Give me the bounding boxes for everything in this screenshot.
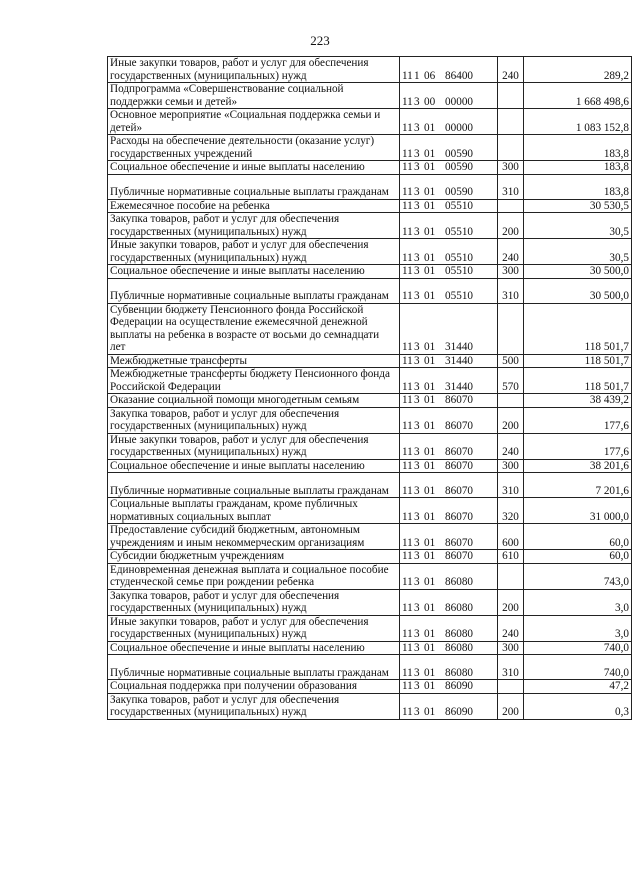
table-row	[108, 213, 632, 239]
table-row	[108, 641, 632, 655]
program-code: 11	[402, 420, 413, 432]
expense-type-code: 300	[498, 459, 524, 473]
expense-name-cell	[108, 83, 400, 109]
program-code: 11	[402, 225, 413, 238]
expense-name-cell	[108, 265, 400, 279]
expense-name: Иные закупки товаров, работ и услуг для обеспечения государственных (муниципальных) нужд	[110, 433, 369, 458]
expense-name: Закупка товаров, работ и услуг для обеспечения государственных (муниципальных) нужд	[110, 693, 340, 718]
subprogram-code: 3	[414, 459, 420, 472]
budget-code-cell	[400, 368, 498, 394]
direction-code: 31440	[445, 380, 473, 393]
amount: 30,5	[524, 239, 632, 265]
expense-type-code: 300	[498, 265, 524, 279]
budget-code-cell	[400, 57, 498, 83]
table-row	[108, 57, 632, 83]
page-number: 223	[310, 33, 330, 48]
budget-code-cell	[400, 109, 498, 135]
program-code: 11	[402, 341, 413, 353]
amount: 183,8	[524, 174, 632, 199]
budget-code-cell	[400, 354, 498, 368]
direction-code: 86070	[445, 536, 473, 549]
expense-name: Закупка товаров, работ и услуг для обеспечения государственных (муниципальных) нужд	[110, 589, 340, 614]
expense-name-cell	[108, 550, 400, 564]
budget-code-cell	[400, 655, 498, 680]
program-code: 11	[402, 446, 413, 458]
amount: 3,0	[524, 589, 632, 615]
budget-table	[107, 56, 632, 720]
subprogram-code: 3	[414, 186, 420, 198]
subprogram-code: 1	[414, 69, 420, 82]
subprogram-code: 3	[414, 95, 420, 108]
program-code: 11	[402, 95, 413, 108]
activity-code: 01	[424, 380, 436, 393]
program-code: 11	[402, 199, 413, 212]
table-row	[108, 680, 632, 694]
amount: 118 501,7	[524, 368, 632, 394]
activity-code: 01	[424, 265, 436, 277]
amount: 177,6	[524, 433, 632, 459]
expense-name: Подпрограмма «Совершенствование социальной поддержки семьи и детей»	[110, 83, 344, 108]
table-row	[108, 354, 632, 368]
table-row	[108, 563, 632, 589]
direction-code: 05510	[445, 290, 473, 302]
budget-code-cell	[400, 213, 498, 239]
budget-code-cell	[400, 265, 498, 279]
expense-name: Основное мероприятие «Социальная поддержка семьи и детей»	[110, 109, 381, 134]
subprogram-code: 3	[414, 380, 420, 393]
subprogram-code: 3	[414, 394, 420, 406]
expense-name: Публичные нормативные социальные выплаты гражданам	[110, 290, 389, 302]
activity-code: 01	[424, 354, 436, 367]
activity-code: 01	[424, 161, 436, 173]
subprogram-code: 3	[414, 576, 420, 588]
amount: 1 083 152,8	[524, 109, 632, 135]
expense-type-code	[498, 135, 524, 161]
amount: 31 000,0	[524, 498, 632, 524]
table-row	[108, 589, 632, 615]
direction-code: 86070	[445, 510, 473, 523]
expense-type-code: 300	[498, 161, 524, 175]
direction-code: 00590	[445, 161, 473, 173]
activity-code: 01	[424, 147, 436, 160]
amount: 38 439,2	[524, 394, 632, 408]
expense-name: Оказание социальной помощи многодетным семьям	[110, 394, 360, 406]
expense-type-code: 240	[498, 57, 524, 83]
amount: 60,0	[524, 550, 632, 564]
direction-code: 86080	[445, 628, 473, 640]
budget-code-cell	[400, 303, 498, 354]
expense-type-code: 240	[498, 239, 524, 265]
table-row	[108, 109, 632, 135]
program-code: 11	[402, 602, 413, 614]
expense-name-cell	[108, 161, 400, 175]
budget-code-cell	[400, 433, 498, 459]
budget-table-body	[108, 57, 632, 720]
direction-code: 86400	[445, 69, 473, 82]
budget-code-cell	[400, 680, 498, 694]
table-row	[108, 433, 632, 459]
budget-code-cell	[400, 693, 498, 719]
budget-code-cell	[400, 199, 498, 213]
program-code: 11	[402, 121, 413, 134]
expense-name-cell	[108, 135, 400, 161]
activity-code: 01	[424, 641, 436, 654]
expense-name-cell	[108, 524, 400, 550]
subprogram-code: 3	[414, 510, 420, 523]
table-row	[108, 407, 632, 433]
expense-type-code	[498, 199, 524, 213]
activity-code: 01	[424, 251, 436, 264]
expense-name: Субсидии бюджетным учреждениям	[110, 550, 285, 562]
expense-name: Предоставление субсидий бюджетным, автономным учреждениям и иным некоммерческим организациям	[110, 524, 365, 549]
expense-type-code	[498, 394, 524, 408]
expense-name: Социальное обеспечение и иные выплаты населению	[110, 265, 365, 277]
budget-code-cell	[400, 641, 498, 655]
budget-code-cell	[400, 394, 498, 408]
subprogram-code: 3	[414, 225, 420, 238]
subprogram-code: 3	[414, 706, 420, 718]
program-code: 11	[402, 550, 413, 562]
budget-code-cell	[400, 278, 498, 303]
expense-name-cell	[108, 433, 400, 459]
subprogram-code: 3	[414, 602, 420, 614]
program-code: 11	[402, 680, 413, 692]
expense-name: Публичные нормативные социальные выплаты гражданам	[110, 666, 389, 679]
direction-code: 00000	[445, 121, 473, 134]
expense-name-cell	[108, 407, 400, 433]
amount: 177,6	[524, 407, 632, 433]
subprogram-code: 3	[414, 536, 420, 549]
table-row	[108, 83, 632, 109]
expense-name: Социальные выплаты гражданам, кроме публичных нормативных социальных выплат	[110, 498, 358, 523]
activity-code: 01	[424, 394, 436, 406]
expense-type-code: 240	[498, 615, 524, 641]
budget-code-cell	[400, 239, 498, 265]
direction-code: 00000	[445, 95, 473, 108]
table-row	[108, 473, 632, 498]
expense-name-cell	[108, 498, 400, 524]
direction-code: 86080	[445, 641, 473, 654]
expense-type-code: 310	[498, 473, 524, 498]
amount: 289,2	[524, 57, 632, 83]
direction-code: 86070	[445, 446, 473, 458]
direction-code: 86080	[445, 576, 473, 588]
expense-name-cell	[108, 354, 400, 368]
activity-code: 01	[424, 199, 436, 212]
budget-code-cell	[400, 589, 498, 615]
table-row	[108, 550, 632, 564]
program-code: 11	[402, 290, 413, 302]
activity-code: 01	[424, 121, 436, 134]
amount: 30 500,0	[524, 265, 632, 279]
budget-code-cell	[400, 524, 498, 550]
direction-code: 86070	[445, 550, 473, 562]
activity-code: 01	[424, 550, 436, 562]
expense-name-cell	[108, 109, 400, 135]
expense-name: Публичные нормативные социальные выплаты гражданам	[110, 186, 389, 198]
subprogram-code: 3	[414, 199, 420, 212]
table-row	[108, 199, 632, 213]
subprogram-code: 3	[414, 290, 420, 302]
amount: 30,5	[524, 213, 632, 239]
budget-code-cell	[400, 174, 498, 199]
expense-name: Иные закупки товаров, работ и услуг для обеспечения государственных (муниципальных) нужд	[110, 57, 369, 82]
expense-name: Межбюджетные трансферты бюджету Пенсионного фонда Российской Федерации	[110, 368, 390, 393]
subprogram-code: 3	[414, 550, 420, 562]
expense-name: Расходы на обеспечение деятельности (оказание услуг) государственных учреждений	[110, 135, 375, 160]
activity-code: 01	[424, 484, 436, 497]
expense-type-code	[498, 83, 524, 109]
expense-name: Ежемесячное пособие на ребенка	[110, 199, 270, 212]
expense-name-cell	[108, 394, 400, 408]
expense-name: Публичные нормативные социальные выплаты гражданам	[110, 484, 389, 497]
table-row	[108, 693, 632, 719]
expense-name: Социальное обеспечение и иные выплаты населению	[110, 161, 365, 173]
table-row	[108, 239, 632, 265]
program-code: 11	[402, 510, 413, 523]
subprogram-code: 3	[414, 121, 420, 134]
expense-name-cell	[108, 239, 400, 265]
direction-code: 00590	[445, 186, 473, 198]
amount: 38 201,6	[524, 459, 632, 473]
budget-code-cell	[400, 161, 498, 175]
activity-code: 01	[424, 225, 436, 238]
direction-code: 05510	[445, 225, 473, 238]
expense-type-code: 570	[498, 368, 524, 394]
activity-code: 01	[424, 536, 436, 549]
amount: 183,8	[524, 161, 632, 175]
activity-code: 01	[424, 420, 436, 432]
activity-code: 01	[424, 510, 436, 523]
expense-type-code	[498, 109, 524, 135]
amount: 743,0	[524, 563, 632, 589]
expense-name: Межбюджетные трансферты	[110, 354, 247, 367]
expense-name-cell	[108, 693, 400, 719]
activity-code: 01	[424, 459, 436, 472]
subprogram-code: 3	[414, 446, 420, 458]
subprogram-code: 3	[414, 420, 420, 432]
subprogram-code: 3	[414, 641, 420, 654]
amount: 183,8	[524, 135, 632, 161]
expense-type-code: 200	[498, 407, 524, 433]
expense-type-code: 600	[498, 524, 524, 550]
program-code: 11	[402, 265, 413, 277]
program-code: 11	[402, 380, 413, 393]
direction-code: 86070	[445, 484, 473, 497]
program-code: 11	[402, 147, 413, 160]
expense-type-code	[498, 563, 524, 589]
expense-name-cell	[108, 368, 400, 394]
expense-name: Закупка товаров, работ и услуг для обеспечения государственных (муниципальных) нужд	[110, 407, 340, 432]
table-row	[108, 303, 632, 354]
program-code: 11	[402, 576, 413, 588]
expense-name-cell	[108, 278, 400, 303]
expense-type-code: 610	[498, 550, 524, 564]
expense-name-cell	[108, 563, 400, 589]
budget-code-cell	[400, 407, 498, 433]
activity-code: 00	[424, 95, 436, 108]
table-row	[108, 498, 632, 524]
amount: 740,0	[524, 655, 632, 680]
table-row	[108, 265, 632, 279]
direction-code: 86070	[445, 420, 473, 432]
expense-name-cell	[108, 174, 400, 199]
expense-type-code: 200	[498, 693, 524, 719]
direction-code: 00590	[445, 147, 473, 160]
budget-code-cell	[400, 473, 498, 498]
table-row	[108, 394, 632, 408]
direction-code: 86090	[445, 680, 473, 692]
expense-type-code: 200	[498, 589, 524, 615]
direction-code: 86080	[445, 602, 473, 614]
table-row	[108, 278, 632, 303]
expense-name: Субвенции бюджету Пенсионного фонда Российской Федерации на осуществление ежемесячной денежной выплаты на ребенка в возрасте от восьми до семнадцати лет	[110, 303, 380, 353]
expense-name: Социальное обеспечение и иные выплаты населению	[110, 459, 365, 472]
subprogram-code: 3	[414, 251, 420, 264]
subprogram-code: 3	[414, 484, 420, 497]
expense-name-cell	[108, 459, 400, 473]
expense-name-cell	[108, 473, 400, 498]
subprogram-code: 3	[414, 354, 420, 367]
subprogram-code: 3	[414, 161, 420, 173]
table-row	[108, 368, 632, 394]
expense-type-code	[498, 680, 524, 694]
subprogram-code: 3	[414, 680, 420, 692]
expense-name: Социальное обеспечение и иные выплаты населению	[110, 641, 365, 654]
subprogram-code: 3	[414, 341, 420, 353]
activity-code: 01	[424, 446, 436, 458]
expense-name-cell	[108, 680, 400, 694]
program-code: 11	[402, 354, 413, 367]
expense-type-code: 300	[498, 641, 524, 655]
expense-type-code: 310	[498, 278, 524, 303]
table-row	[108, 161, 632, 175]
direction-code: 31440	[445, 354, 473, 367]
expense-name: Иные закупки товаров, работ и услуг для обеспечения государственных (муниципальных) нужд	[110, 615, 369, 640]
expense-name: Единовременная денежная выплата и социальное пособие студенческой семье при рождении ребенка	[110, 563, 389, 588]
direction-code: 86090	[445, 706, 473, 718]
amount: 0,3	[524, 693, 632, 719]
table-row	[108, 174, 632, 199]
expense-name: Социальная поддержка при получении образования	[110, 680, 357, 692]
program-code: 11	[402, 706, 413, 718]
expense-name: Закупка товаров, работ и услуг для обеспечения государственных (муниципальных) нужд	[110, 213, 340, 238]
expense-type-code: 200	[498, 213, 524, 239]
subprogram-code: 3	[414, 265, 420, 277]
activity-code: 01	[424, 186, 436, 198]
expense-name: Иные закупки товаров, работ и услуг для обеспечения государственных (муниципальных) нужд	[110, 239, 369, 264]
program-code: 11	[402, 186, 413, 198]
amount: 740,0	[524, 641, 632, 655]
program-code: 11	[402, 69, 413, 82]
direction-code: 86070	[445, 394, 473, 406]
expense-name-cell	[108, 199, 400, 213]
expense-name-cell	[108, 57, 400, 83]
expense-type-code: 500	[498, 354, 524, 368]
amount: 30 530,5	[524, 199, 632, 213]
program-code: 11	[402, 484, 413, 497]
expense-type-code: 240	[498, 433, 524, 459]
budget-code-cell	[400, 550, 498, 564]
table-row	[108, 655, 632, 680]
budget-code-cell	[400, 83, 498, 109]
activity-code: 01	[424, 290, 436, 302]
expense-name-cell	[108, 655, 400, 680]
activity-code: 01	[424, 628, 436, 640]
amount: 7 201,6	[524, 473, 632, 498]
program-code: 11	[402, 536, 413, 549]
budget-code-cell	[400, 459, 498, 473]
program-code: 11	[402, 641, 413, 654]
expense-type-code: 310	[498, 655, 524, 680]
table-row	[108, 135, 632, 161]
amount: 60,0	[524, 524, 632, 550]
program-code: 11	[402, 628, 413, 640]
expense-name-cell	[108, 589, 400, 615]
direction-code: 31440	[445, 341, 473, 353]
activity-code: 01	[424, 706, 436, 718]
amount: 1 668 498,6	[524, 83, 632, 109]
expense-type-code: 310	[498, 174, 524, 199]
budget-code-cell	[400, 615, 498, 641]
program-code: 11	[402, 251, 413, 264]
activity-code: 01	[424, 576, 436, 588]
budget-code-cell	[400, 135, 498, 161]
amount: 30 500,0	[524, 278, 632, 303]
expense-name-cell	[108, 615, 400, 641]
program-code: 11	[402, 161, 413, 173]
table-row	[108, 615, 632, 641]
activity-code: 01	[424, 341, 436, 353]
activity-code: 06	[424, 69, 436, 82]
program-code: 11	[402, 394, 413, 406]
direction-code: 86080	[445, 666, 473, 679]
subprogram-code: 3	[414, 666, 420, 679]
program-code: 11	[402, 459, 413, 472]
expense-name-cell	[108, 213, 400, 239]
amount: 118 501,7	[524, 303, 632, 354]
amount: 47,2	[524, 680, 632, 694]
budget-code-cell	[400, 563, 498, 589]
amount: 3,0	[524, 615, 632, 641]
expense-type-code	[498, 303, 524, 354]
subprogram-code: 3	[414, 628, 420, 640]
direction-code: 05510	[445, 265, 473, 277]
expense-name-cell	[108, 303, 400, 354]
program-code: 11	[402, 666, 413, 679]
table-row	[108, 524, 632, 550]
direction-code: 05510	[445, 251, 473, 264]
subprogram-code: 3	[414, 147, 420, 160]
direction-code: 86070	[445, 459, 473, 472]
activity-code: 01	[424, 666, 436, 679]
table-row	[108, 459, 632, 473]
budget-code-cell	[400, 498, 498, 524]
activity-code: 01	[424, 680, 436, 692]
expense-name-cell	[108, 641, 400, 655]
activity-code: 01	[424, 602, 436, 614]
direction-code: 05510	[445, 199, 473, 212]
expense-type-code: 320	[498, 498, 524, 524]
amount: 118 501,7	[524, 354, 632, 368]
